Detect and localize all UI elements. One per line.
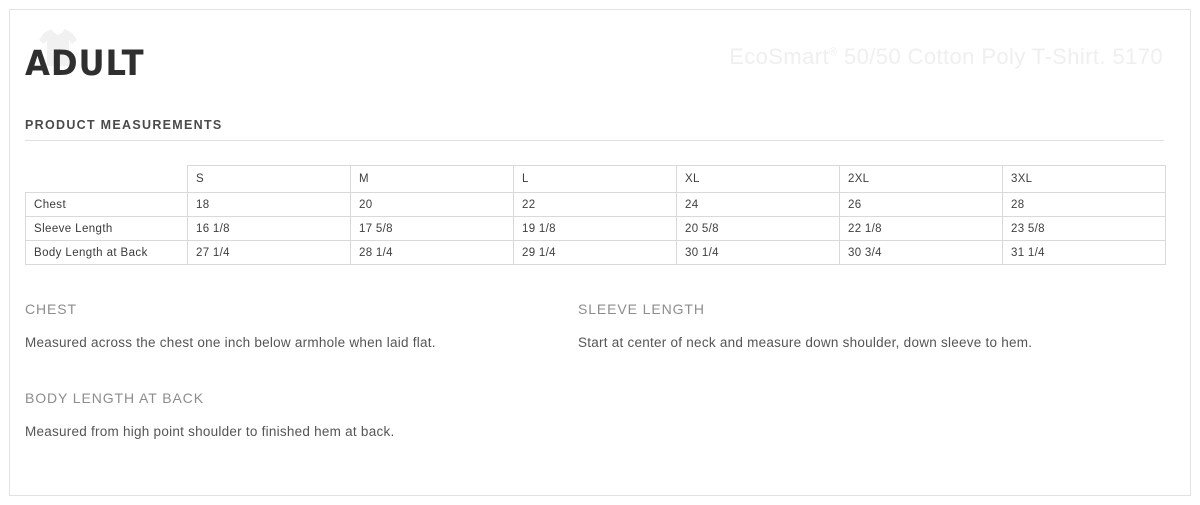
row-label-body-length-at-back: Body Length at Back — [26, 241, 188, 265]
cell-sleeve-s: 16 1/8 — [188, 217, 351, 241]
table-header-row — [26, 166, 1166, 193]
description-title: SLEEVE LENGTH — [578, 301, 705, 317]
section-divider — [25, 140, 1164, 141]
cell-body-3xl: 31 1/4 — [1003, 241, 1166, 265]
row-label-sleeve-length: Sleeve Length — [26, 217, 188, 241]
cell-sleeve-2xl: 22 1/8 — [840, 217, 1003, 241]
description-chest — [25, 301, 578, 356]
page-content — [25, 30, 1165, 479]
column-header-2xl: 2XL — [840, 166, 1003, 193]
cell-sleeve-3xl: 23 5/8 — [1003, 217, 1166, 241]
table-row — [26, 193, 1166, 217]
product-name-rest: 50/50 Cotton Poly T-Shirt. 5170 — [837, 44, 1163, 69]
cell-body-l: 29 1/4 — [514, 241, 677, 265]
measurement-descriptions — [25, 301, 1165, 479]
section-label: PRODUCT MEASUREMENTS — [25, 118, 223, 132]
cell-chest-3xl: 28 — [1003, 193, 1166, 217]
product-name-trademark: ® — [829, 46, 838, 59]
cell-sleeve-l: 19 1/8 — [514, 217, 677, 241]
page-header — [25, 30, 1165, 102]
row-label-chest: Chest — [26, 193, 188, 217]
column-header-l: L — [514, 166, 677, 193]
description-sleeve-length — [578, 301, 1131, 356]
table-row — [26, 217, 1166, 241]
description-text: Measured across the chest one inch below armhole when laid flat. — [25, 335, 436, 350]
column-header-xl: XL — [677, 166, 840, 193]
table-row — [26, 241, 1166, 265]
cell-chest-m: 20 — [351, 193, 514, 217]
column-header-s: S — [188, 166, 351, 193]
product-name-main: EcoSmart — [729, 44, 829, 69]
description-body-length-at-back — [25, 390, 578, 445]
description-text: Start at center of neck and measure down shoulder, down sleeve to hem. — [578, 335, 1033, 350]
cell-body-xl: 30 1/4 — [677, 241, 840, 265]
cell-chest-2xl: 26 — [840, 193, 1003, 217]
cell-sleeve-m: 17 5/8 — [351, 217, 514, 241]
cell-body-m: 28 1/4 — [351, 241, 514, 265]
category-title-block — [25, 30, 155, 86]
cell-chest-s: 18 — [188, 193, 351, 217]
page-title: ADULT — [25, 44, 145, 84]
description-title: CHEST — [25, 301, 77, 317]
measurements-table — [25, 165, 1166, 265]
column-header-3xl: 3XL — [1003, 166, 1166, 193]
table-corner-cell — [26, 166, 188, 193]
cell-chest-xl: 24 — [677, 193, 840, 217]
cell-body-2xl: 30 3/4 — [840, 241, 1003, 265]
description-title: BODY LENGTH AT BACK — [25, 390, 204, 406]
cell-chest-l: 22 — [514, 193, 677, 217]
description-text: Measured from high point shoulder to finished hem at back. — [25, 424, 395, 439]
cell-sleeve-xl: 20 5/8 — [677, 217, 840, 241]
cell-body-s: 27 1/4 — [188, 241, 351, 265]
product-name — [729, 44, 1163, 70]
column-header-m: M — [351, 166, 514, 193]
